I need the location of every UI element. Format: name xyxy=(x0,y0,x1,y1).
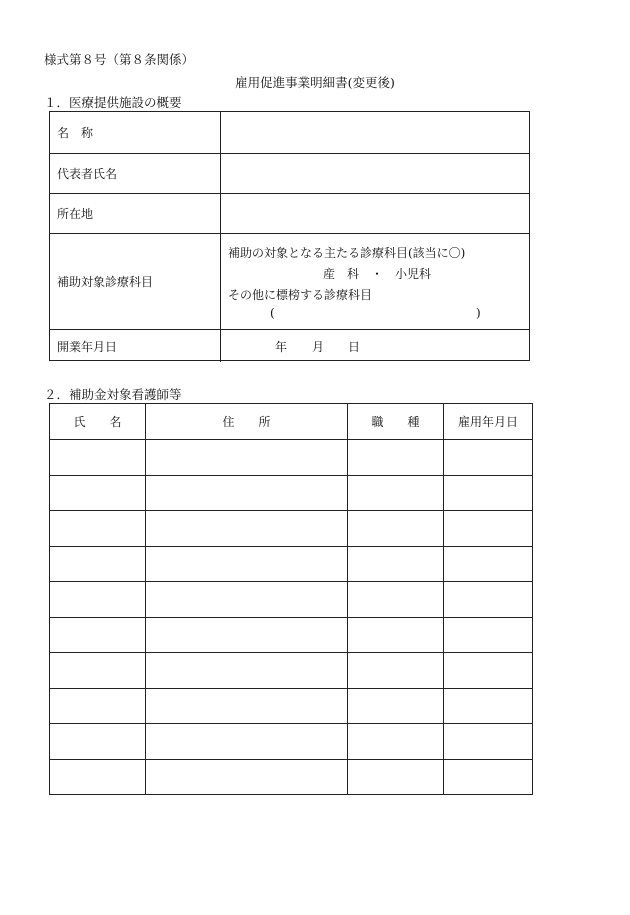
department-obstetrics-pediatrics-option[interactable]: 産 科 ・ 小児科 xyxy=(323,267,432,281)
hire-date-cell[interactable] xyxy=(444,546,533,582)
table-header-row xyxy=(50,404,533,440)
address-cell[interactable] xyxy=(146,582,348,618)
opening-date-label: 開業年月日 xyxy=(50,330,221,362)
opening-date-field[interactable] xyxy=(221,330,529,362)
representative-label: 代表者氏名 xyxy=(50,154,221,193)
department-main-instruction: 補助の対象となる主たる診療科目(該当に〇) xyxy=(228,246,466,260)
name-cell[interactable] xyxy=(50,475,146,511)
address-cell[interactable] xyxy=(146,759,348,795)
name-label: 名 称 xyxy=(50,112,221,153)
job-type-cell[interactable] xyxy=(348,475,444,511)
address-cell[interactable] xyxy=(146,440,348,476)
name-cell[interactable] xyxy=(50,511,146,547)
document-title: 雇用促進事業明細書(変更後) xyxy=(235,75,395,90)
name-cell[interactable] xyxy=(50,688,146,724)
table-row xyxy=(50,653,533,689)
name-cell[interactable] xyxy=(50,724,146,760)
table-row xyxy=(50,582,533,618)
close-paren: ) xyxy=(476,306,481,320)
job-type-cell[interactable] xyxy=(348,653,444,689)
column-header-address: 住 所 xyxy=(146,404,348,440)
facility-overview-table xyxy=(49,111,530,361)
nurse-table-body xyxy=(50,440,533,795)
job-type-cell[interactable] xyxy=(348,440,444,476)
table-row xyxy=(50,546,533,582)
month-label: 月 xyxy=(312,340,325,354)
hire-date-cell[interactable] xyxy=(444,688,533,724)
address-cell[interactable] xyxy=(146,617,348,653)
section1-heading: １．医療提供施設の概要 xyxy=(44,95,182,110)
hire-date-cell[interactable] xyxy=(444,440,533,476)
department-label: 補助対象診療科目 xyxy=(50,234,221,329)
hire-date-cell[interactable] xyxy=(444,475,533,511)
address-cell[interactable] xyxy=(146,653,348,689)
name-cell[interactable] xyxy=(50,759,146,795)
hire-date-cell[interactable] xyxy=(444,617,533,653)
column-header-hire-date: 雇用年月日 xyxy=(444,404,533,440)
name-row xyxy=(50,112,529,154)
name-cell[interactable] xyxy=(50,582,146,618)
table-row xyxy=(50,440,533,476)
year-label: 年 xyxy=(275,340,288,354)
column-header-name: 氏 名 xyxy=(50,404,146,440)
form-number: 様式第８号（第８条関係） xyxy=(44,52,195,67)
day-label: 日 xyxy=(348,340,361,354)
address-cell[interactable] xyxy=(146,688,348,724)
job-type-cell[interactable] xyxy=(348,724,444,760)
address-cell[interactable] xyxy=(146,724,348,760)
address-cell[interactable] xyxy=(146,475,348,511)
section2-heading: ２．補助金対象看護師等 xyxy=(44,387,182,402)
name-field[interactable] xyxy=(221,112,529,153)
job-type-cell[interactable] xyxy=(348,617,444,653)
department-field[interactable] xyxy=(221,234,529,329)
column-header-job-type: 職 種 xyxy=(348,404,444,440)
job-type-cell[interactable] xyxy=(348,759,444,795)
job-type-cell[interactable] xyxy=(348,582,444,618)
job-type-cell[interactable] xyxy=(348,546,444,582)
table-row xyxy=(50,724,533,760)
representative-field[interactable] xyxy=(221,154,529,193)
job-type-cell[interactable] xyxy=(348,688,444,724)
address-field[interactable] xyxy=(221,194,529,233)
hire-date-cell[interactable] xyxy=(444,724,533,760)
table-row xyxy=(50,511,533,547)
address-cell[interactable] xyxy=(146,511,348,547)
hire-date-cell[interactable] xyxy=(444,759,533,795)
hire-date-cell[interactable] xyxy=(444,582,533,618)
job-type-cell[interactable] xyxy=(348,511,444,547)
opening-date-row xyxy=(50,330,529,362)
table-row xyxy=(50,688,533,724)
table-row xyxy=(50,475,533,511)
hire-date-cell[interactable] xyxy=(444,653,533,689)
open-paren: ( xyxy=(270,306,275,320)
table-row xyxy=(50,759,533,795)
address-cell[interactable] xyxy=(146,546,348,582)
hire-date-cell[interactable] xyxy=(444,511,533,547)
name-cell[interactable] xyxy=(50,653,146,689)
address-row xyxy=(50,194,529,234)
table-row xyxy=(50,617,533,653)
address-label: 所在地 xyxy=(50,194,221,233)
name-cell[interactable] xyxy=(50,440,146,476)
department-other-label: その他に標榜する診療科目 xyxy=(228,288,373,302)
name-cell[interactable] xyxy=(50,546,146,582)
representative-row xyxy=(50,154,529,194)
nurse-table xyxy=(49,403,533,795)
department-row xyxy=(50,234,529,330)
name-cell[interactable] xyxy=(50,617,146,653)
